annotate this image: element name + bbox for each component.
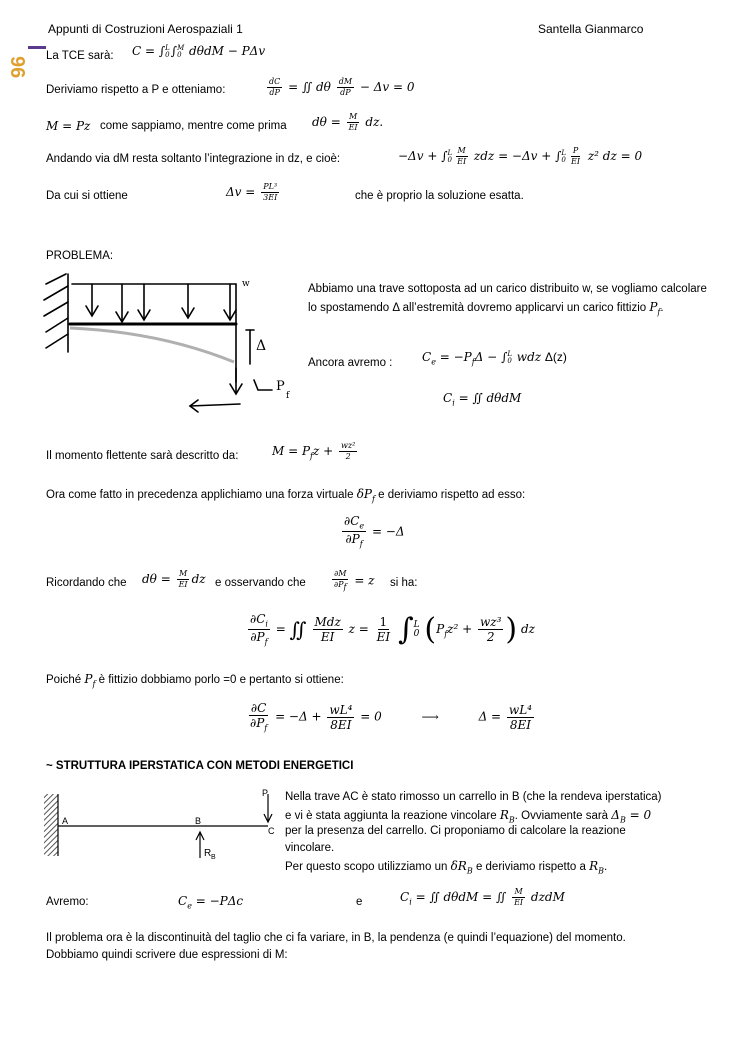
fig1-label-w: w <box>242 279 250 289</box>
problema-ora-text: Il problema ora è la discontinuità del taglio che ci fa variare, in B, la pendenza (e quindi l’equazione) del momento. <box>46 932 626 944</box>
dtheta-formula: dθ = $\frac{M}{EI}$ dz. <box>312 112 384 132</box>
dobbiamo-text: Dobbiamo quindi scrivere due espressioni di M: <box>46 949 288 961</box>
cantilever-sketch <box>40 272 300 422</box>
ora-line: Ora come fatto in precedenza applichiamo una forza virtuale $\delta P_f$ e deriviamo rispetto ad esso: <box>46 487 526 504</box>
fig2-label-b: B <box>195 816 202 826</box>
dci-formula: $\frac{\partial C_i}{\partial P_f}$ = ∬ $\frac{\text{Mdz}}{EI}$ z = $\frac{1}{EI}$ ∫ L 0 ($P_fz^2$ + $\frac{\text{wz³}}{2}$ ) dz <box>250 611 535 647</box>
header-right: Santella Gianmarco <box>538 22 644 36</box>
si-ha-text: si ha: <box>390 577 418 589</box>
fig2-label-a: A <box>62 816 69 826</box>
momento-formula: $M = P_fz$ + $\frac{\text{wz²}}{2}$ <box>272 441 356 461</box>
ricordando-text: Ricordando che <box>46 577 127 589</box>
fig1-label-f: f <box>286 391 290 401</box>
ci-formula: $C_i$ = ∬ dθdM <box>443 391 522 408</box>
beam-ac-sketch <box>40 784 280 864</box>
nella-text-2b: . Ovviamente sarà <box>514 810 609 822</box>
trave-paragraph: Abbiamo una trave sottoposta ad un carico distribuito w, se vogliamo calcolare lo spostamendo Δ all’estremità dovremo applicarvi un carico fittizio $P_f$. <box>308 283 707 316</box>
andando-formula: −Δv + ∫ L 0 $\frac{M}{EI}$ zdz = −Δv + ∫ L 0 $\frac{P}{EI}$ z² dz = 0 <box>398 146 643 166</box>
mpz-text: come sappiamo, mentre come prima <box>100 120 287 132</box>
poiche-line: Poiché $P_f$ è fittizio dobbiamo porlo =0 e pertanto si ottiene: <box>46 672 344 689</box>
nella-line-3: per la presenza del carrello. Ci proponiamo di calcolare la reazione <box>285 825 626 837</box>
fig2-label-c: C <box>268 826 275 836</box>
ricordando-formula: dθ = $\frac{M}{EI}$ dz <box>142 569 206 589</box>
dce-formula: $\frac{\partial C_e}{\partial P_f}$ = −Δ <box>344 514 405 549</box>
section-title: ~ STRUTTURA IPERSTATICA CON METODI ENERGETICI <box>46 760 354 772</box>
nella-text-5b: e deriviamo rispetto a <box>475 861 586 873</box>
problema-heading: PROBLEMA: <box>46 250 114 262</box>
osservando-formula: $\frac{\partial M}{\partial P_f}$ = z <box>334 569 375 592</box>
tce-label: La TCE sarà: <box>46 50 114 62</box>
poiche-text-a: Poiché <box>46 674 82 686</box>
ora-text-b: e deriviamo rispetto ad esso: <box>378 489 526 501</box>
header-accent-line <box>28 46 46 49</box>
nella-line-5: Per questo scopo utilizziamo un $\delta R_B$ e deriviamo rispetto a $R_B$. <box>285 859 608 876</box>
mpz-formula: M = Pz <box>46 119 91 133</box>
fig1-label-p: P <box>276 379 285 394</box>
nella-line-2: e vi è stata aggiunta la reazione vincolare $R_B$. Ovviamente sarà $\Delta_B = 0$ <box>285 808 652 825</box>
nella-text-5a: Per questo scopo utilizziamo un <box>285 861 448 873</box>
page-number: 96 <box>6 56 28 79</box>
poiche-text-b: è fittizio dobbiamo porlo =0 e pertanto si ottiene: <box>98 674 344 686</box>
header-left: Appunti di Costruzioni Aerospaziali 1 <box>48 22 243 36</box>
dacui-formula: Δv = $\frac{\text{PL³}}{3EI}$ <box>226 182 278 202</box>
deriv-formula: $\frac{dC}{dP}$ = ∬ dθ $\frac{dM}{dP}$ − Δv = 0 <box>269 77 415 97</box>
andando-text: Andando via dM resta soltanto l’integrazione in dz, e cioè: <box>46 153 341 165</box>
fig1-label-delta: Δ <box>256 338 267 354</box>
fig2-label-r: R <box>204 848 212 859</box>
deriv-label: Deriviamo rispetto a P e otteniamo: <box>46 84 226 96</box>
avremo-ce-formula: $C_e = -P\Delta c$ <box>178 894 244 911</box>
esatta-text: che è proprio la soluzione esatta. <box>355 190 524 202</box>
osservando-text: e osservando che <box>215 577 306 589</box>
nella-text-2a: e vi è stata aggiunta la reazione vincolare <box>285 810 497 822</box>
tce-formula: C = ∫ L 0 ∫ M 0 dθdM − PΔv <box>132 43 266 59</box>
nella-line-1: Nella trave AC è stato rimosso un carrello in B (che la rendeva iperstatica) <box>285 791 662 803</box>
fig2-label-p: P <box>262 788 269 798</box>
result-formula: $\frac{\partial C}{\partial P_f}$ = −Δ + $\frac{\text{wL⁴}}{8EI}$ = 0 ⟶ Δ = $\frac{\text{wL⁴}}{8EI}$ <box>250 701 532 733</box>
trave-text: Abbiamo una trave sottoposta ad un carico distribuito w, se vogliamo calcolare lo spostamendo Δ all’estremità dovremo applicarvi un carico fittizio <box>308 283 707 314</box>
avremo-text: Avremo: <box>46 896 89 908</box>
momento-text: Il momento flettente sarà descritto da: <box>46 450 239 462</box>
fig2-label-rb-sub: B <box>211 854 216 861</box>
ora-text-a: Ora come fatto in precedenza applichiamo una forza virtuale <box>46 489 354 501</box>
avremo-e: e <box>356 896 363 908</box>
ancora-text: Ancora avremo : <box>308 357 393 369</box>
dacui-text: Da cui si ottiene <box>46 190 128 202</box>
nella-line-4: vincolare. <box>285 842 335 854</box>
ce-formula: $C_e = -P_f\Delta$ − ∫ L 0 wdz Δ(z) <box>422 349 567 367</box>
avremo-ci-formula: $C_i$ = ∬ dθdM = ∬ $\frac{M}{EI}$ dzdM <box>400 887 565 907</box>
